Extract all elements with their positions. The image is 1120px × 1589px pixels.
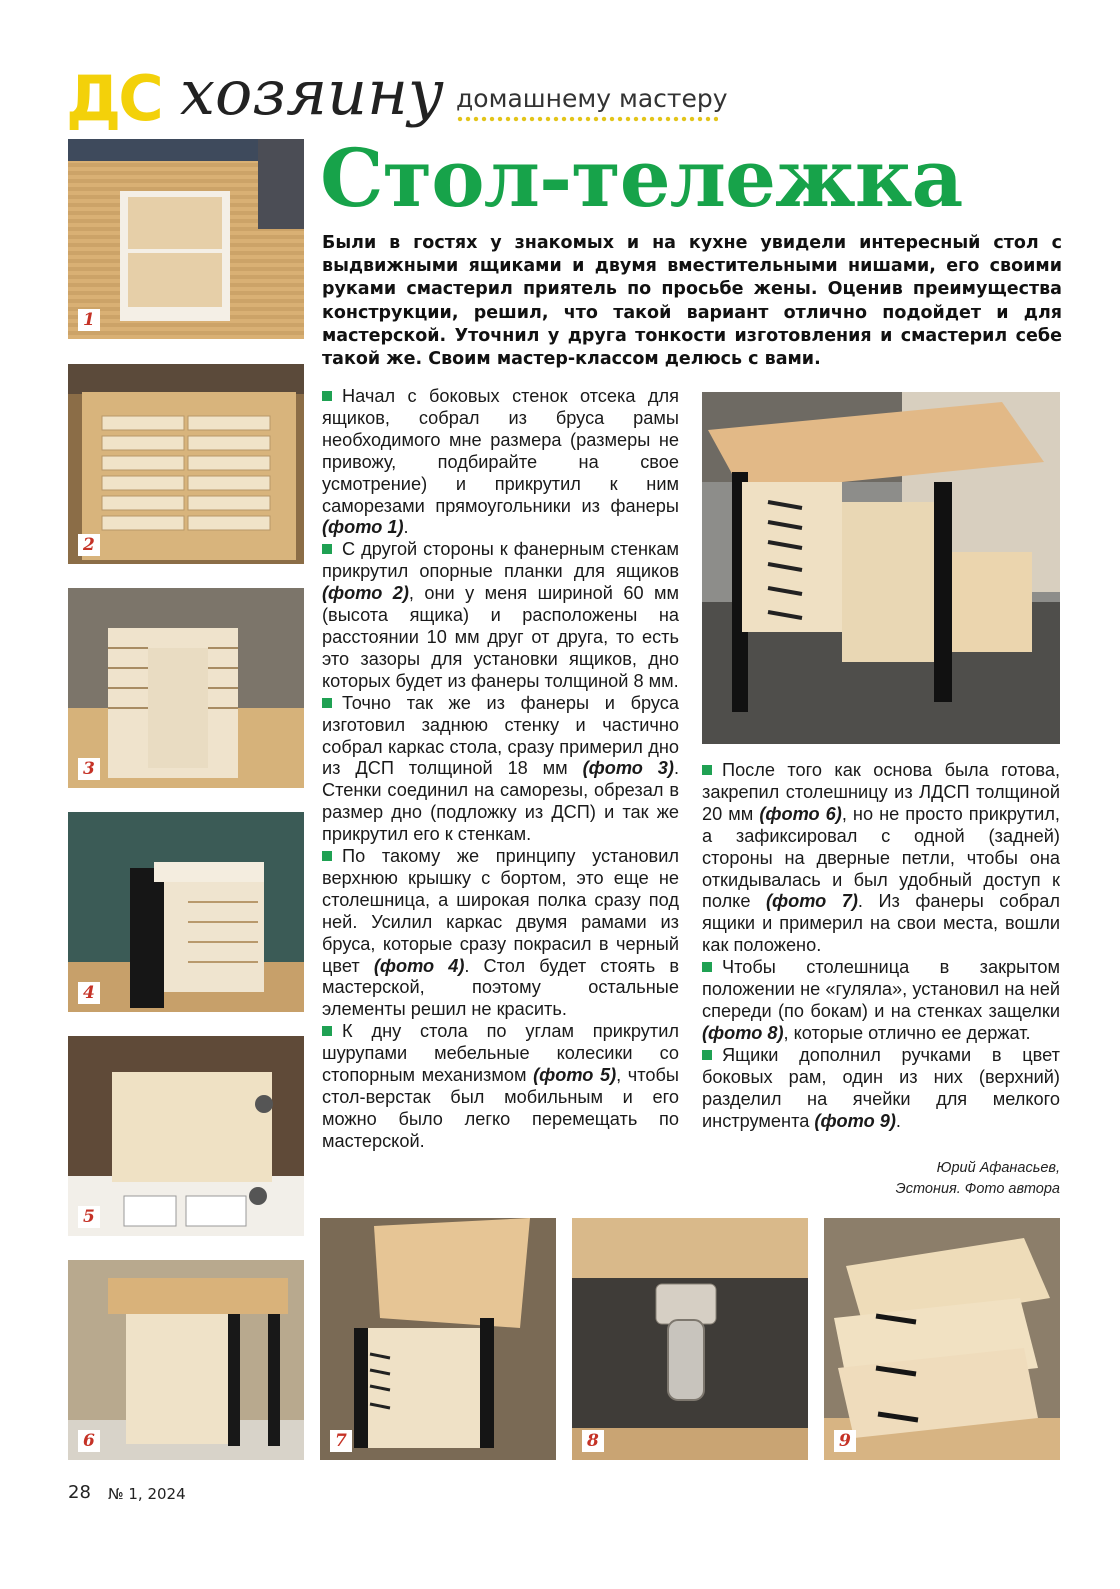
- photo-number: 6: [78, 1430, 100, 1452]
- photo-9: [824, 1218, 1060, 1460]
- paragraph: Начал с боковых стенок отсека для ящиков, собрал из бруса рамы необходимого мне размера (размеры не привожу, подбирайте на свое усмотрение) и прикрутил к ним саморезами прямоугольники из фанеры (фото 1).: [322, 386, 679, 538]
- bullet-marker: [702, 962, 712, 972]
- bullet-marker: [702, 1050, 712, 1060]
- paragraph: По такому же принципу установил верхнюю крышку с бортом, это еще не столешница, а широкая полка сразу под ней. Усилил каркас двумя рамами из бруса, которые сразу покрасил в черный цвет (фото 4). Стол будет стоять в мастерской, поэтому остальные элементы решил не красить.: [322, 846, 679, 1020]
- article-title: Стол-тележка: [320, 131, 963, 225]
- author-name: Юрий Афанасьев,: [936, 1160, 1060, 1176]
- photo-number: 7: [330, 1430, 352, 1452]
- photo-number: 4: [78, 982, 100, 1004]
- paragraph: Чтобы столешница в закрытом положении не «гуляла», установил на ней спереди (по бокам) и на стенках защелки (фото 8), которые отлично ее держат.: [702, 957, 1060, 1043]
- photo-1: [68, 139, 304, 339]
- photo-number: 1: [78, 309, 100, 331]
- author-signature: [780, 1158, 1060, 1200]
- paragraph: К дну стола по углам прикрутил шурупами мебельные колесики со стопорным механизмом (фото 5), чтобы стол-верстак был мобильным и его можно было легко перемещать по мастерской.: [322, 1021, 679, 1151]
- author-note: Эстония. Фото автора: [895, 1181, 1060, 1197]
- paragraph: С другой стороны к фанерным стенкам прикрутил опорные планки для ящиков (фото 2), они у меня шириной 60 мм (высота ящика) и расположены на расстоянии 10 мм друг от друга, то есть это зазоры для установки ящиков, дно которых будет из фанеры толщиной 8 мм.: [322, 539, 679, 691]
- page-number: 28: [68, 1482, 91, 1503]
- photo-7: [320, 1218, 556, 1460]
- text-column-2: [702, 760, 1060, 1132]
- photo-6: [68, 1260, 304, 1460]
- photo-number: 9: [834, 1430, 856, 1452]
- paragraph: Точно так же из фанеры и бруса изготовил заднюю стенку и частично собрал каркас стола, сразу примерил дно из ДСП толщиной 18 мм (фото 3). Стенки соединил на саморезы, обрезал в размер дно (подложку из ДСП) и так же прикрутил его к стенкам.: [322, 692, 679, 845]
- paragraph: Ящики дополнил ручками в цвет боковых рам, один из них (верхний) разделил на ячейки для мелкого инструмента (фото 9).: [702, 1044, 1060, 1131]
- paragraph: После того как основа была готова, закрепил столешницу из ЛДСП толщиной 20 мм (фото 6), но не просто прикрутил, а зафиксировал с одной (задней) стороны на дверные петли, чтобы она откидывалась и был удобный доступ к полке (фото 7). Из фанеры собрал ящики и примерил на свои места, вошли как положено.: [702, 760, 1060, 956]
- bullet-marker: [322, 544, 332, 554]
- bullet-marker: [322, 391, 332, 401]
- photo-4: [68, 812, 304, 1012]
- photo-number: 5: [78, 1206, 100, 1228]
- text-column-1: [322, 386, 679, 1153]
- main-photo: [702, 392, 1060, 744]
- subtitle-underline: [456, 116, 718, 122]
- photo-2: [68, 364, 304, 564]
- bullet-marker: [322, 1026, 332, 1036]
- issue-number: № 1, 2024: [108, 1485, 186, 1503]
- photo-number: 8: [582, 1430, 604, 1452]
- photo-8: [572, 1218, 808, 1460]
- photo-3: [68, 588, 304, 788]
- photo-number: 2: [78, 534, 100, 556]
- bullet-marker: [322, 851, 332, 861]
- photo-5: [68, 1036, 304, 1236]
- bullet-marker: [322, 698, 332, 708]
- photo-number: 3: [78, 758, 100, 780]
- magazine-logo-mark: ДС: [66, 62, 161, 135]
- section-subtitle: домашнему мастеру: [456, 84, 728, 113]
- article-lead: Были в гостях у знакомых и на кухне увидели интересный стол с выдвижными ящиками и двумя вместительными нишами, его своими руками смастерил приятель по просьбе жены. Оценив преимущества конструкции, решил, что такой вариант отлично подойдет и для мастерской. Уточнил у друга тонкости изготовления и смастерил себе такой же. Своим мастер-классом делюсь с вами.: [322, 233, 1062, 370]
- bullet-marker: [702, 765, 712, 775]
- section-title: хозяину: [180, 56, 444, 129]
